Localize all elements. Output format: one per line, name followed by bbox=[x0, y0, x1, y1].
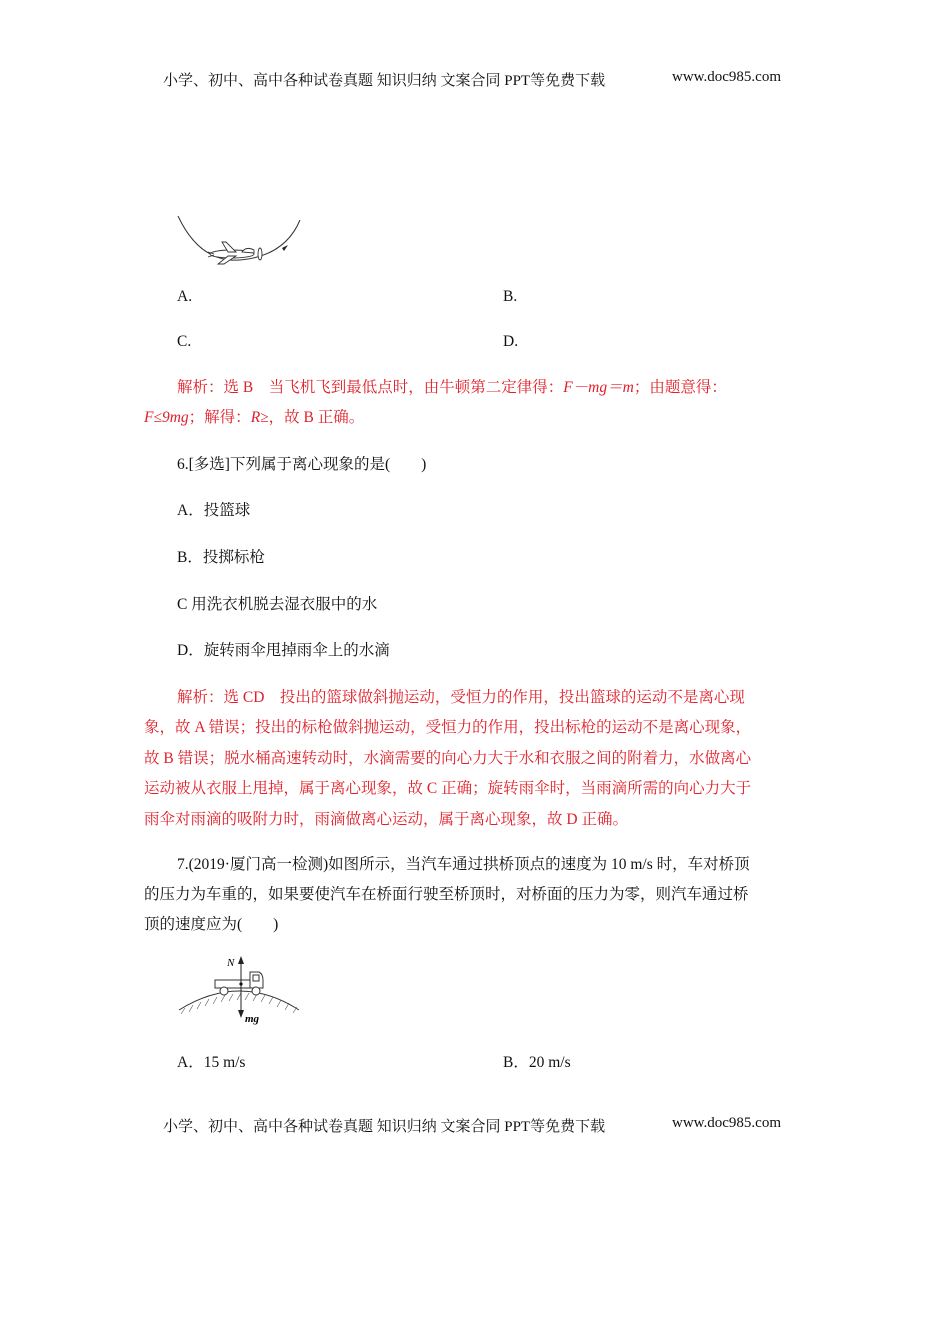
q6-option-b[interactable]: B．投掷标枪 bbox=[177, 549, 265, 566]
q5-option-d[interactable]: D. bbox=[503, 333, 519, 350]
q6-option-d[interactable]: D．旋转雨伞甩掉雨伞上的水滴 bbox=[177, 642, 390, 659]
q5-formula: F≤9mg bbox=[144, 409, 189, 426]
footer-text: 小学、初中、高中各种试卷真题 知识归纳 文案合同 PPT等免费下载 bbox=[163, 1119, 606, 1135]
header-site-link[interactable]: www.doc985.com bbox=[672, 69, 782, 85]
q7-option-a[interactable]: A．15 m/s bbox=[177, 1054, 246, 1071]
q5-analysis-text: ；由题意得： bbox=[633, 379, 727, 396]
normal-force-label: N bbox=[227, 957, 235, 969]
q7-option-b[interactable]: B．20 m/s bbox=[503, 1054, 571, 1071]
truck-on-bridge-figure bbox=[175, 952, 305, 1032]
q5-analysis-text: 解析：选 B 当飞机飞到最低点时，由牛顿第二定律得： bbox=[177, 379, 564, 396]
q6-option-a[interactable]: A．投篮球 bbox=[177, 502, 251, 519]
q5-analysis-line-2 bbox=[144, 410, 364, 426]
q5-formula: R≥ bbox=[250, 409, 269, 426]
q5-analysis-line-1 bbox=[177, 380, 727, 396]
q6-stem: 6.[多选]下列属于离心现象的是( ) bbox=[177, 456, 427, 473]
q5-option-b[interactable]: B. bbox=[503, 288, 518, 305]
header-text: 小学、初中、高中各种试卷真题 知识归纳 文案合同 PPT等免费下载 bbox=[163, 73, 606, 89]
q6-analysis-line-1: 解析：选 CD 投出的篮球做斜抛运动，受恒力的作用，投出篮球的运动不是离心现 bbox=[177, 689, 745, 706]
q6-analysis-line-3: 故 B 错误；脱水桶高速转动时，水滴需要的向心力大于水和衣服之间的附着力，水做离心 bbox=[144, 750, 752, 767]
q5-formula: F－mg＝m bbox=[563, 379, 634, 396]
q5-option-a[interactable]: A. bbox=[177, 288, 193, 305]
page-header bbox=[163, 69, 803, 90]
page-footer bbox=[163, 1115, 803, 1136]
gravity-label: mg bbox=[245, 1013, 260, 1025]
q6-analysis-line-2: 象，故 A 错误；投出的标枪做斜抛运动，受恒力的作用，投出标枪的运动不是离心现象， bbox=[144, 719, 752, 736]
airplane-loop-figure bbox=[170, 208, 310, 268]
q6-option-c[interactable]: C 用洗衣机脱去湿衣服中的水 bbox=[177, 596, 378, 613]
q7-stem-line-2: 的压力为车重的，如果要使汽车在桥面行驶至桥顶时，对桥面的压力为零，则汽车通过桥 bbox=[144, 886, 749, 903]
q7-stem-line-1: 7.(2019·厦门高一检测)如图所示，当汽车通过拱桥顶点的速度为 10 m/s 时，车对桥顶 bbox=[177, 856, 750, 873]
q7-stem-line-3: 顶的速度应为( ) bbox=[144, 916, 279, 933]
footer-site-link[interactable]: www.doc985.com bbox=[672, 1115, 782, 1131]
q6-analysis-line-4: 运动被从衣服上甩掉，属于离心现象，故 C 正确；旋转雨伞时，当雨滴所需的向心力大于 bbox=[144, 780, 752, 797]
q5-option-c[interactable]: C. bbox=[177, 333, 192, 350]
q6-analysis-line-5: 雨伞对雨滴的吸附力时，雨滴做离心运动，属于离心现象，故 D 正确。 bbox=[144, 811, 628, 828]
q5-analysis-text: ，故 B 正确。 bbox=[268, 409, 365, 426]
q5-analysis-text: ；解得： bbox=[188, 409, 251, 426]
